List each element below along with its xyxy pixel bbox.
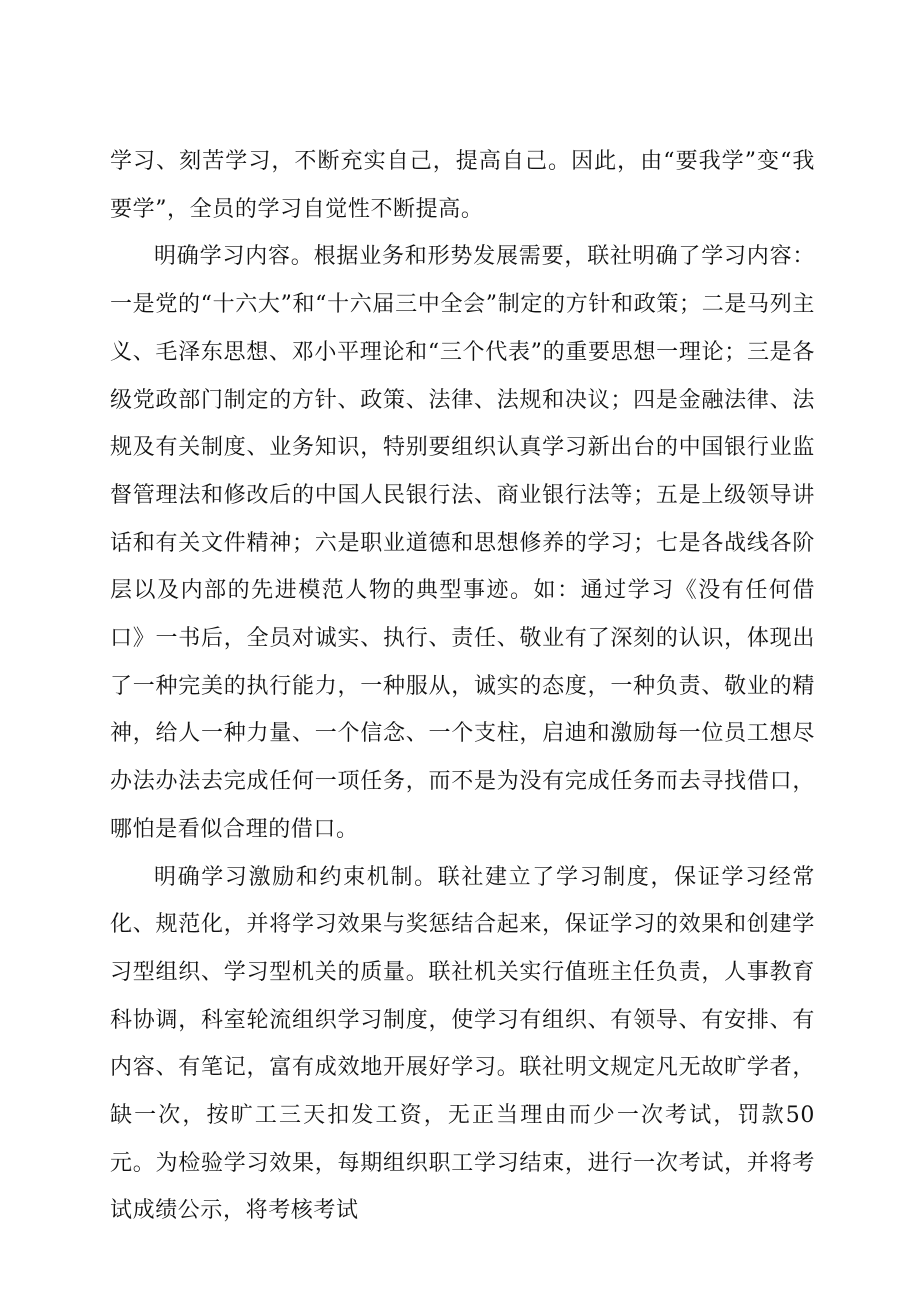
paragraph-learning-content: 明确学习内容。根据业务和形势发展需要，联社明确了学习内容：一是党的“十六大”和“十六届三中全会”制定的方针和政策；二是马列主义、毛泽东思想、邓小平理论和“三个代表”的重要思想一理论；三是各级党政部门制定的方针、政策、法律、法规和决议；四是金融法律、法规及有关制度、业务知识，特别要组织认真学习新出台的中国银行业监督管理法和修改后的中国人民银行法、商业银行法等；五是上级领导讲话和有关文件精神；六是职业道德和思想修养的学习；七是各战线各阶层以及内部的先进模范人物的典型事迹。如：通过学习《没有任何借口》一书后，全员对诚实、执行、责任、敬业有了深刻的认识，体现出了一种完美的执行能力，一种服从，诚实的态度，一种负责、敬业的精神，给人一种力量、一个信念、一个支柱，启迪和激励每一位员工想尽办法办法去完成任何一项任务，而不是为没有完成任务而去寻找借口，哪怕是看似合理的借口。: [110, 244, 815, 842]
paragraph-continuation: 学习、刻苦学习，不断充实自己，提高自己。因此，由“要我学”变“我要学”，全员的学习自觉性不断提高。: [110, 149, 815, 222]
paragraph-incentive-mechanism: 明确学习激励和约束机制。联社建立了学习制度，保证学习经常化、规范化，并将学习效果与奖惩结合起来，保证学习的效果和创建学习型组织、学习型机关的质量。联社机关实行值班主任负责，人事教育科协调，科室轮流组织学习制度，使学习有组织、有领导、有安排、有内容、有笔记，富有成效地开展好学习。联社明文规定凡无故旷学者，缺一次，按旷工三天扣发工资，无正当理由而少一次考试，罚款50元。为检验学习效果，每期组织职工学习结束，进行一次考试，并将考试成绩公示，将考核考试: [110, 864, 815, 1224]
document-body: [110, 138, 815, 1235]
